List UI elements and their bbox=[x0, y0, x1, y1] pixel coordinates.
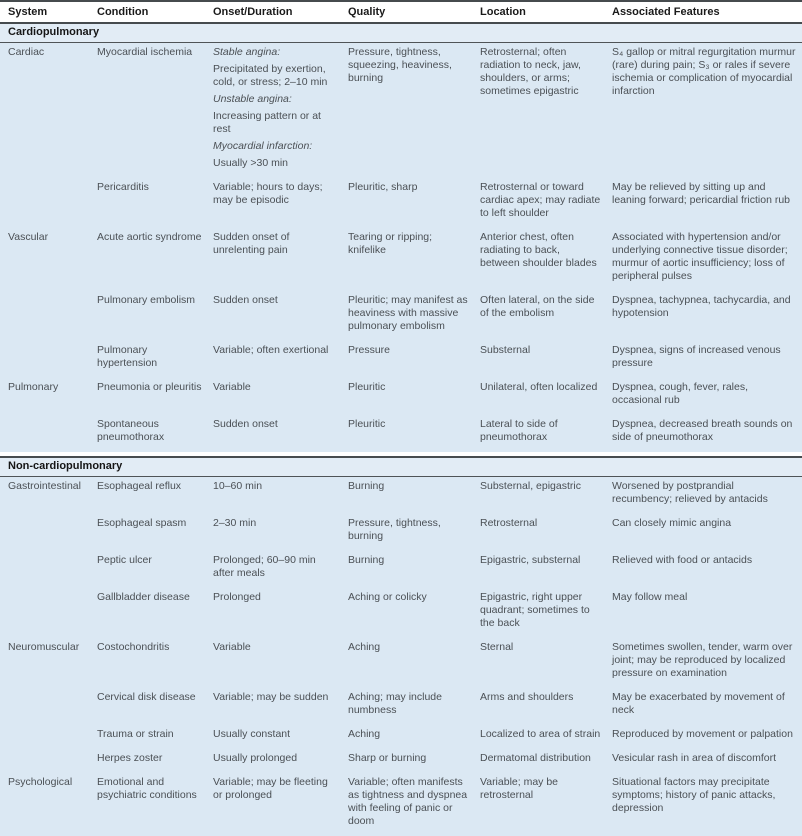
cell-condition: Trauma or strain bbox=[97, 725, 213, 749]
table-row bbox=[0, 178, 802, 228]
column-header-location: Location bbox=[480, 1, 612, 23]
onset-paragraph: Sudden onset bbox=[213, 418, 278, 430]
onset-paragraph: Unstable angina: bbox=[213, 93, 292, 105]
onset-paragraph: Variable; may be fleeting or prolonged bbox=[213, 776, 328, 801]
onset-paragraph: Precipitated by exertion, cold, or stress; 2–10 min bbox=[213, 63, 328, 88]
cell-system bbox=[0, 725, 97, 749]
cell-condition: Esophageal reflux bbox=[97, 477, 213, 515]
header-row bbox=[0, 1, 802, 23]
onset-paragraph: Increasing pattern or at rest bbox=[213, 110, 321, 135]
onset-paragraph: Prolonged; 60–90 min after meals bbox=[213, 554, 316, 579]
column-header-associated-features: Associated Features bbox=[612, 1, 802, 23]
cell-onset bbox=[213, 638, 348, 688]
cell-onset bbox=[213, 291, 348, 341]
cell-quality: Aching or colicky bbox=[348, 588, 480, 638]
cell-quality: Pressure, tightness, squeezing, heaviness, burning bbox=[348, 43, 480, 179]
cell-location: Epigastric, substernal bbox=[480, 551, 612, 588]
onset-paragraph: Stable angina: bbox=[213, 46, 281, 58]
cell-onset bbox=[213, 749, 348, 773]
onset-paragraph: Prolonged bbox=[213, 591, 261, 603]
cell-location: Arms and shoulders bbox=[480, 688, 612, 725]
cell-features: S₄ gallop or mitral regurgitation murmur (rare) during pain; S₃ or rales if severe ischemia or complication of myocardial infarction bbox=[612, 43, 802, 179]
cell-quality: Tearing or ripping; knifelike bbox=[348, 228, 480, 291]
table-row bbox=[0, 477, 802, 515]
cell-system bbox=[0, 588, 97, 638]
column-header-onset-duration: Onset/Duration bbox=[213, 1, 348, 23]
cell-features: Reproduced by movement or palpation bbox=[612, 725, 802, 749]
table-row bbox=[0, 725, 802, 749]
cell-features: May be exacerbated by movement of neck bbox=[612, 688, 802, 725]
section-label: Non-cardiopulmonary bbox=[0, 457, 802, 477]
cell-system bbox=[0, 514, 97, 551]
table-row bbox=[0, 291, 802, 341]
cell-system bbox=[0, 688, 97, 725]
cell-location: Dermatomal distribution bbox=[480, 749, 612, 773]
onset-paragraph: Usually constant bbox=[213, 728, 291, 740]
cell-features: Relieved with food or antacids bbox=[612, 551, 802, 588]
cell-condition: Esophageal spasm bbox=[97, 514, 213, 551]
section-header-row bbox=[0, 457, 802, 477]
onset-paragraph: Variable; may be sudden bbox=[213, 691, 329, 703]
cell-onset bbox=[213, 415, 348, 452]
table-row bbox=[0, 749, 802, 773]
onset-paragraph: Variable bbox=[213, 381, 251, 393]
column-header-quality: Quality bbox=[348, 1, 480, 23]
cell-condition: Gallbladder disease bbox=[97, 588, 213, 638]
cell-onset bbox=[213, 477, 348, 515]
cell-system bbox=[0, 551, 97, 588]
cell-location: Substernal bbox=[480, 341, 612, 378]
cell-onset bbox=[213, 688, 348, 725]
cell-location: Unilateral, often localized bbox=[480, 378, 612, 415]
onset-paragraph: 2–30 min bbox=[213, 517, 257, 529]
cell-condition: Costochondritis bbox=[97, 638, 213, 688]
cell-features: Dyspnea, signs of increased venous pressure bbox=[612, 341, 802, 378]
table-row bbox=[0, 551, 802, 588]
table-row bbox=[0, 415, 802, 452]
cell-quality: Sharp or burning bbox=[348, 749, 480, 773]
cell-condition: Spontaneous pneumothorax bbox=[97, 415, 213, 452]
cell-features: Situational factors may precipitate symptoms; history of panic attacks, depression bbox=[612, 773, 802, 836]
cell-features: Worsened by postprandial recumbency; relieved by antacids bbox=[612, 477, 802, 515]
cell-quality: Burning bbox=[348, 551, 480, 588]
onset-paragraph: Usually prolonged bbox=[213, 752, 298, 764]
cell-system: Neuromuscular bbox=[0, 638, 97, 688]
cell-quality: Variable; often manifests as tightness and dyspnea with feeling of panic or doom bbox=[348, 773, 480, 836]
cell-condition: Emotional and psychiatric conditions bbox=[97, 773, 213, 836]
onset-paragraph: Variable; often exertional bbox=[213, 344, 329, 356]
onset-paragraph: Variable bbox=[213, 641, 251, 653]
cell-system: Pulmonary bbox=[0, 378, 97, 415]
cell-condition: Pulmonary hypertension bbox=[97, 341, 213, 378]
cell-system bbox=[0, 291, 97, 341]
table-row bbox=[0, 688, 802, 725]
cell-condition: Pericarditis bbox=[97, 178, 213, 228]
cell-features: Dyspnea, decreased breath sounds on side of pneumothorax bbox=[612, 415, 802, 452]
cell-quality: Pleuritic bbox=[348, 415, 480, 452]
cell-location: Often lateral, on the side of the embolism bbox=[480, 291, 612, 341]
cell-features: Sometimes swollen, tender, warm over joint; may be reproduced by localized pressure on examination bbox=[612, 638, 802, 688]
table-row bbox=[0, 638, 802, 688]
cell-location: Retrosternal or toward cardiac apex; may radiate to left shoulder bbox=[480, 178, 612, 228]
section-header-row bbox=[0, 23, 802, 43]
cell-system bbox=[0, 341, 97, 378]
cell-system bbox=[0, 415, 97, 452]
cell-system: Gastrointestinal bbox=[0, 477, 97, 515]
cell-onset bbox=[213, 773, 348, 836]
cell-system bbox=[0, 749, 97, 773]
table-row bbox=[0, 378, 802, 415]
cell-quality: Aching; may include numbness bbox=[348, 688, 480, 725]
cell-location: Epigastric, right upper quadrant; sometimes to the back bbox=[480, 588, 612, 638]
onset-paragraph: Sudden onset of unrelenting pain bbox=[213, 231, 290, 256]
table-row bbox=[0, 588, 802, 638]
cell-location: Anterior chest, often radiating to back, between shoulder blades bbox=[480, 228, 612, 291]
cell-quality: Aching bbox=[348, 638, 480, 688]
cell-quality: Pleuritic bbox=[348, 378, 480, 415]
table-row bbox=[0, 228, 802, 291]
cell-condition: Cervical disk disease bbox=[97, 688, 213, 725]
cell-onset bbox=[213, 43, 348, 179]
cell-onset bbox=[213, 178, 348, 228]
cell-onset bbox=[213, 514, 348, 551]
cell-condition: Pulmonary embolism bbox=[97, 291, 213, 341]
cell-location: Variable; may be retrosternal bbox=[480, 773, 612, 836]
cell-location: Retrosternal bbox=[480, 514, 612, 551]
cell-features: Associated with hypertension and/or underlying connective tissue disorder; murmur of aortic insufficiency; loss of peripheral pulses bbox=[612, 228, 802, 291]
onset-paragraph: Myocardial infarction: bbox=[213, 140, 313, 152]
table-row bbox=[0, 773, 802, 836]
cell-condition: Peptic ulcer bbox=[97, 551, 213, 588]
cell-location: Sternal bbox=[480, 638, 612, 688]
table-header bbox=[0, 1, 802, 23]
cell-system: Cardiac bbox=[0, 43, 97, 179]
column-header-condition: Condition bbox=[97, 1, 213, 23]
onset-paragraph: 10–60 min bbox=[213, 480, 263, 492]
cell-quality: Pleuritic; may manifest as heaviness with massive pulmonary embolism bbox=[348, 291, 480, 341]
cell-system bbox=[0, 178, 97, 228]
cell-location: Lateral to side of pneumothorax bbox=[480, 415, 612, 452]
cell-features: Dyspnea, cough, fever, rales, occasional rub bbox=[612, 378, 802, 415]
table-body bbox=[0, 23, 802, 836]
table-row bbox=[0, 43, 802, 179]
cell-location: Localized to area of strain bbox=[480, 725, 612, 749]
cell-features: May be relieved by sitting up and leaning forward; pericardial friction rub bbox=[612, 178, 802, 228]
cell-quality: Pressure, tightness, burning bbox=[348, 514, 480, 551]
cell-quality: Aching bbox=[348, 725, 480, 749]
cell-features: Can closely mimic angina bbox=[612, 514, 802, 551]
section-label: Cardiopulmonary bbox=[0, 23, 802, 43]
cell-condition: Acute aortic syndrome bbox=[97, 228, 213, 291]
cell-features: Vesicular rash in area of discomfort bbox=[612, 749, 802, 773]
onset-paragraph: Variable; hours to days; may be episodic bbox=[213, 181, 323, 206]
column-header-system: System bbox=[0, 1, 97, 23]
cell-onset bbox=[213, 551, 348, 588]
cell-location: Retrosternal; often radiation to neck, jaw, shoulders, or arms; sometimes epigastric bbox=[480, 43, 612, 179]
cell-onset bbox=[213, 588, 348, 638]
cell-quality: Pleuritic, sharp bbox=[348, 178, 480, 228]
cell-system: Psychological bbox=[0, 773, 97, 836]
cell-condition: Pneumonia or pleuritis bbox=[97, 378, 213, 415]
cell-onset bbox=[213, 341, 348, 378]
cell-onset bbox=[213, 725, 348, 749]
table-row bbox=[0, 341, 802, 378]
cell-location: Substernal, epigastric bbox=[480, 477, 612, 515]
onset-paragraph: Usually >30 min bbox=[213, 157, 288, 169]
cell-condition: Herpes zoster bbox=[97, 749, 213, 773]
cell-features: Dyspnea, tachypnea, tachycardia, and hypotension bbox=[612, 291, 802, 341]
cell-onset bbox=[213, 378, 348, 415]
cell-condition: Myocardial ischemia bbox=[97, 43, 213, 179]
onset-paragraph: Sudden onset bbox=[213, 294, 278, 306]
cell-quality: Burning bbox=[348, 477, 480, 515]
cell-onset bbox=[213, 228, 348, 291]
cell-features: May follow meal bbox=[612, 588, 802, 638]
cell-quality: Pressure bbox=[348, 341, 480, 378]
cell-system: Vascular bbox=[0, 228, 97, 291]
table-row bbox=[0, 514, 802, 551]
